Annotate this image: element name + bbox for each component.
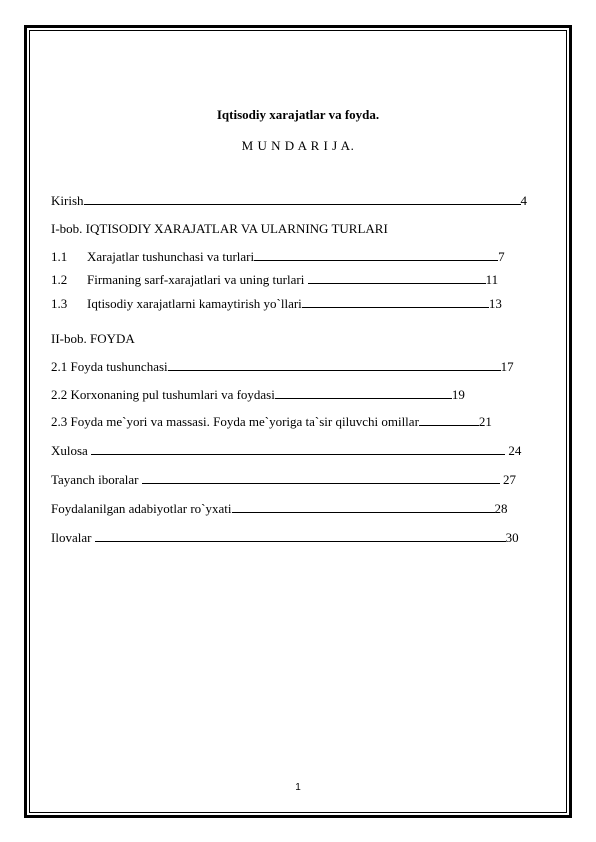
toc-entry-1-3[interactable] bbox=[51, 296, 502, 311]
toc-entry-number: 1.1 bbox=[51, 249, 68, 264]
toc-entry-page: 28 bbox=[494, 501, 508, 516]
toc-entry-intro[interactable] bbox=[51, 193, 527, 208]
toc-entry-page: 17 bbox=[500, 359, 514, 374]
toc-entry-keywords[interactable] bbox=[51, 472, 516, 487]
toc-entry-2-1[interactable] bbox=[51, 359, 514, 374]
leader-line bbox=[302, 296, 489, 308]
toc-entry-page: 13 bbox=[488, 296, 502, 311]
toc-entry-label: 2.3 Foyda me`yori va massasi. Foyda me`yoriga ta`sir qiluvchi omillar bbox=[51, 414, 419, 429]
toc-heading: M U N D A R I J A. bbox=[241, 138, 355, 153]
leader-line bbox=[254, 249, 498, 261]
toc-entry-page: 27 bbox=[499, 472, 517, 487]
toc-entry-label: 2.1 Foyda tushunchasi bbox=[51, 359, 168, 374]
toc-entry-label: Tayanch iboralar bbox=[51, 472, 142, 487]
toc-entry-appendix[interactable] bbox=[51, 530, 519, 545]
document-title: Iqtisodiy xarajatlar va foyda. bbox=[216, 107, 380, 122]
toc-entry-page: 7 bbox=[498, 249, 505, 264]
toc-entry-page: 21 bbox=[478, 414, 492, 429]
toc-entry-1-2[interactable] bbox=[51, 272, 498, 287]
leader-line bbox=[168, 359, 501, 371]
leader-line bbox=[419, 414, 479, 426]
toc-entry-conclusion[interactable] bbox=[51, 443, 521, 458]
toc-entry-label: 2.2 Korxonaning pul tushumlari va foydasi bbox=[51, 387, 275, 402]
leader-line bbox=[275, 387, 452, 399]
page-number: 1 bbox=[295, 782, 301, 793]
toc-entry-page: 24 bbox=[505, 443, 522, 458]
toc-entry-label: Kirish bbox=[51, 193, 84, 208]
toc-entry-label: Firmaning sarf-xarajatlari va uning turlari bbox=[87, 272, 308, 287]
leader-line bbox=[308, 272, 486, 284]
toc-entry-number: 1.2 bbox=[51, 272, 68, 287]
leader-line bbox=[95, 530, 506, 542]
toc-entry-label: Ilovalar bbox=[51, 530, 95, 545]
leader-line bbox=[142, 472, 500, 484]
leader-line bbox=[91, 443, 505, 455]
toc-entry-page: 30 bbox=[505, 530, 519, 545]
toc-entry-1-1[interactable] bbox=[51, 249, 505, 264]
toc-entry-page: 19 bbox=[451, 387, 465, 402]
toc-entry-label: Foydalanilgan adabiyotlar ro`yxati bbox=[51, 501, 232, 516]
chapter-2-heading[interactable]: II-bob. FOYDA bbox=[51, 331, 135, 346]
chapter-1-heading[interactable]: I-bob. IQTISODIY XARAJATLAR VA ULARNING TURLARI bbox=[51, 221, 388, 236]
toc-entry-page: 4 bbox=[520, 193, 527, 208]
toc-entry-2-2[interactable] bbox=[51, 387, 465, 402]
toc-entry-label: Iqtisodiy xarajatlarni kamaytirish yo`llari bbox=[87, 296, 302, 311]
leader-line bbox=[84, 193, 521, 205]
leader-line bbox=[232, 501, 495, 513]
toc-entry-page: 11 bbox=[485, 272, 499, 287]
toc-entry-2-3[interactable] bbox=[51, 414, 492, 429]
toc-entry-number: 1.3 bbox=[51, 296, 68, 311]
toc-entry-label: Xulosa bbox=[51, 443, 92, 458]
toc-entry-references[interactable] bbox=[51, 501, 508, 516]
toc-entry-label: Xarajatlar tushunchasi va turlari bbox=[87, 249, 255, 264]
